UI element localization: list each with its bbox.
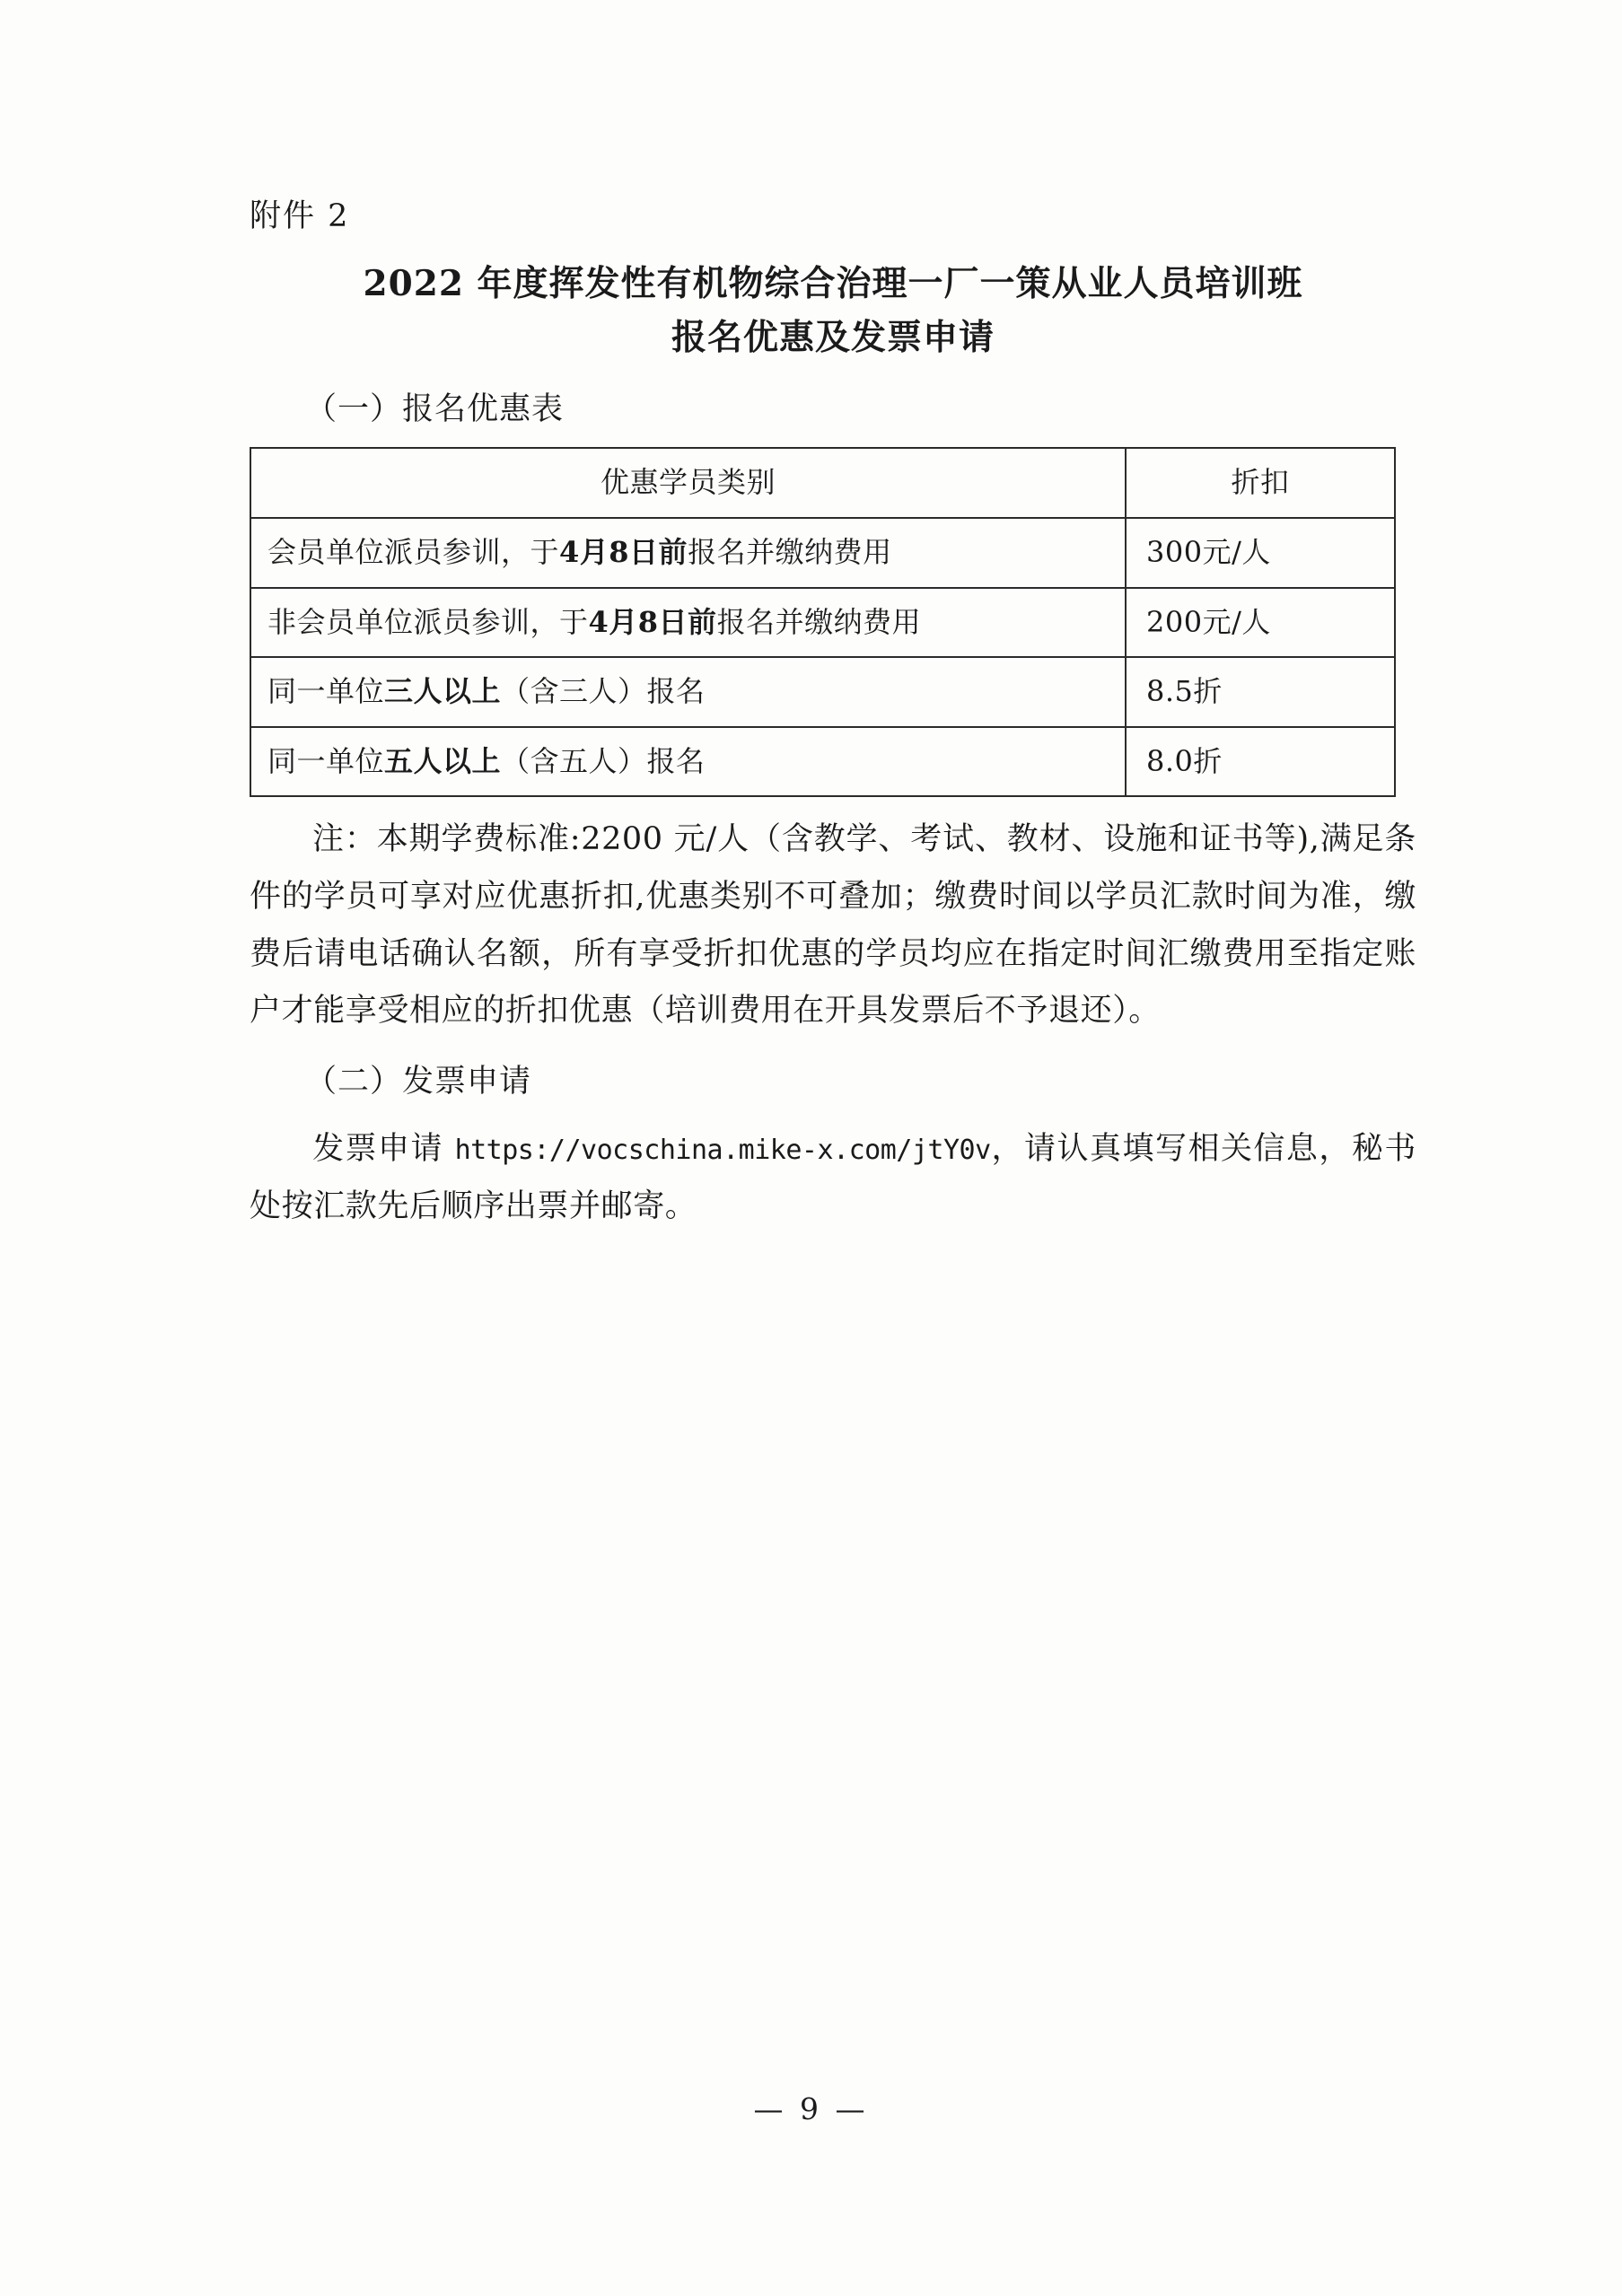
- category-bold: 4月8日前: [588, 604, 717, 639]
- category-pre: 同一单位: [267, 674, 385, 709]
- attachment-label: 附件 2: [250, 198, 350, 234]
- page-title-line2: 报名优惠及发票申请: [671, 316, 995, 358]
- category-pre: 非会员单位派员参训，于: [267, 604, 589, 639]
- table-cell-category: [250, 727, 1126, 797]
- document-content: [250, 193, 1416, 1235]
- table-cell-discount: 8.5折: [1126, 657, 1395, 727]
- table-header-discount: 折扣: [1126, 448, 1395, 518]
- discount-table: [250, 447, 1396, 797]
- note-paragraph: 注：本期学费标准:2200 元/人（含教学、考试、教材、设施和证书等),满足条件的学员可享对应优惠折扣,优惠类别不可叠加；缴费时间以学员汇款时间为准，缴费后请电话确认名额，所有享受折扣优惠的学员均应在指定时间汇缴费用至指定账户才能享受相应的折扣优惠（培训费用在开具发票后不予退还）。: [250, 821, 1416, 1030]
- category-pre: 同一单位: [267, 743, 385, 778]
- page-title-line1: 2022 年度挥发性有机物综合治理一厂一策从业人员培训班: [363, 262, 1303, 304]
- table-cell-category: [250, 657, 1126, 727]
- invoice-url[interactable]: https://vocschina.mike-x.com/jtY0v: [454, 1135, 991, 1167]
- category-post: （含三人）报名: [501, 674, 706, 709]
- page-title: [299, 257, 1367, 365]
- page-number: — 9 —: [753, 2091, 869, 2126]
- table-cell-category: [250, 518, 1126, 588]
- table-row: [250, 727, 1395, 797]
- category-post: 报名并缴纳费用: [688, 534, 892, 569]
- category-post: 报名并缴纳费用: [716, 604, 922, 639]
- table-row: [250, 588, 1395, 658]
- table-cell-discount: 8.0折: [1126, 727, 1395, 797]
- table-cell-discount: 200元/人: [1126, 588, 1395, 658]
- invoice-text-post: ，请认真填写相关信息，秘书处按汇款先后顺序出票并邮寄。: [250, 1131, 1416, 1224]
- category-bold: 4月8日前: [559, 534, 688, 569]
- table-header-row: [250, 448, 1395, 518]
- category-post: （含五人）报名: [501, 743, 706, 778]
- category-bold: 三人以上: [384, 674, 502, 709]
- category-bold: 五人以上: [384, 743, 502, 778]
- section-heading-two: （二）发票申请: [305, 1064, 532, 1100]
- invoice-text-pre: 发票申请: [312, 1131, 455, 1168]
- category-pre: 会员单位派员参训，于: [267, 534, 560, 569]
- invoice-paragraph: [250, 1121, 1416, 1235]
- table-cell-category: [250, 588, 1126, 658]
- table-row: [250, 657, 1395, 727]
- table-header-category: 优惠学员类别: [250, 448, 1126, 518]
- table-row: [250, 518, 1395, 588]
- section-heading-one: （一）报名优惠表: [305, 391, 565, 428]
- table-cell-discount: 300元/人: [1126, 518, 1395, 588]
